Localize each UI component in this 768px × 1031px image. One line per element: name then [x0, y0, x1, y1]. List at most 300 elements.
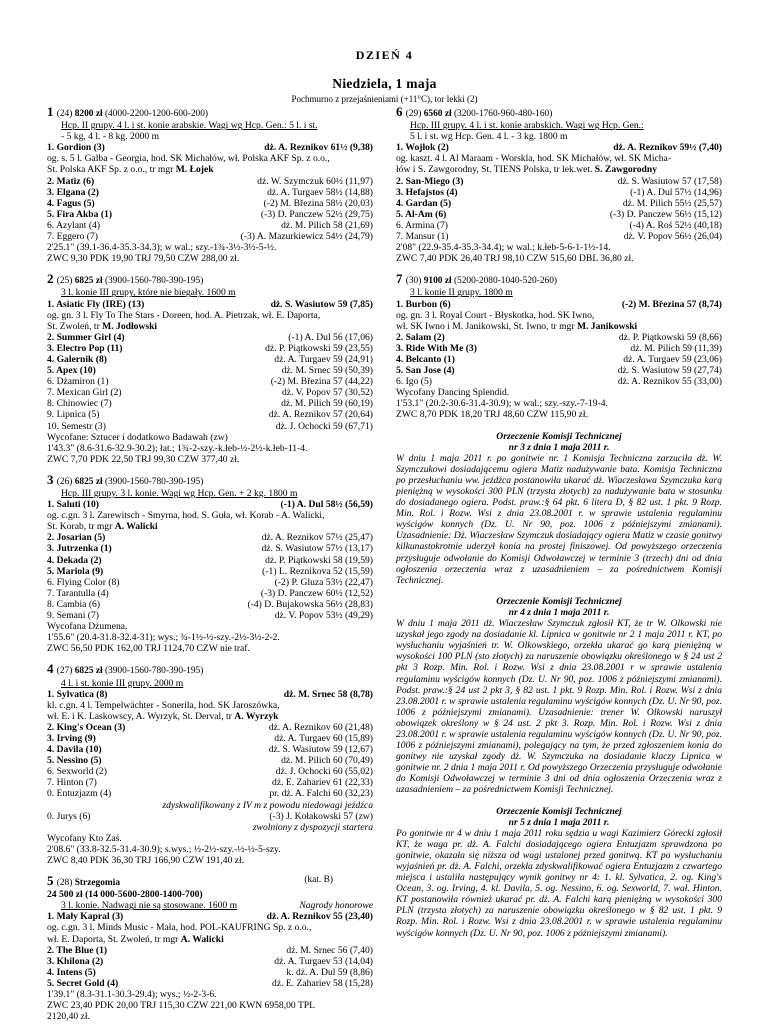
- horse-name: 7. Hinton (7): [47, 777, 97, 789]
- jockey-weight-odds: dż. A. Reznikov 61½ (9,38): [264, 142, 373, 154]
- horse-name: 6. Dżamiron (1): [47, 376, 109, 388]
- result-line: [47, 198, 373, 209]
- jockey-weight-odds: dż. M. Pilich 58 (21,69): [281, 219, 373, 231]
- commission-decision: [396, 431, 722, 586]
- result-line: [396, 198, 722, 209]
- horse-name: 8. Chinowiec (7): [47, 398, 112, 410]
- owner-text: wł. SK Iwno i M. Janikowski, St. Iwno, tr mgr: [396, 320, 577, 332]
- weather-line: Pochmurno z przejaśnieniami (+11°C), tor lekki (2): [291, 94, 478, 104]
- jockey-weight-odds: dż. A. Reznikov 57½ (25,47): [261, 532, 373, 544]
- horse-name: 4. Dekada (2): [47, 554, 102, 566]
- horse-name: 1'43.3" (8.6-31.6-32.9-30.2); łat.; 1¾-2-szy.-k.łeb-½-2½-k.łeb-11-4.: [47, 442, 308, 454]
- horse-name: 5. Nessino (5): [47, 755, 102, 767]
- race-title: [47, 663, 373, 677]
- horse-name: 4. Belcanto (1): [396, 353, 455, 365]
- result-line: [47, 566, 373, 577]
- jockey-weight-odds: dż. A. Turgaev 53 (14,04): [274, 955, 373, 967]
- horse-name: 4. Davila (10): [47, 744, 102, 756]
- horse-name: og. c.gn. 3 l. Minds Music - Mała, hod. POL-KAUFRING Sp. z o.o.,: [47, 922, 312, 934]
- race-block: [47, 106, 373, 264]
- result-line: [396, 365, 722, 376]
- horse-name: 7. Eggero (7): [47, 231, 98, 243]
- jockey-weight-odds: dż. A. Reznikov 57 (20,64): [268, 409, 373, 421]
- race-prize: 6825 zł: [74, 666, 103, 677]
- horse-name: 0. Entuzjazm (4): [47, 788, 112, 800]
- horse-name: 8. Cambia (6): [47, 598, 101, 610]
- race-number: 7: [396, 271, 406, 287]
- result-line: [47, 499, 373, 510]
- race-prize: Strzegomia: [74, 878, 121, 889]
- result-line: [47, 610, 373, 621]
- jockey-weight-odds: dż. P. Piątkowski 59 (8,66): [618, 331, 722, 343]
- horse-name: 2. Matiz (6): [47, 175, 95, 187]
- result-line: [47, 855, 373, 866]
- race-index: (30): [405, 276, 424, 287]
- result-line: [47, 299, 373, 310]
- horse-name: 5. Mariola (9): [47, 565, 104, 577]
- result-line: [47, 398, 373, 409]
- result-line: [47, 421, 373, 432]
- jockey-weight-odds: dż. M. Srnec 59 (50,39): [281, 365, 373, 377]
- result-line: [47, 777, 373, 788]
- horse-name: 9. Lipnica (5): [47, 409, 100, 421]
- horse-name: 1. Gordion (3): [47, 142, 105, 154]
- jockey-weight-odds: (-1) A. Dul 58½ (56,59): [280, 499, 373, 511]
- race-conditions: 4 l. i st. konie III grupy. 2000 m: [61, 677, 184, 689]
- result-line: [396, 242, 722, 253]
- horse-name: og. c.gn. 3 l. Zarewitsch - Smyrna, hod. S. Guła, wł. Korab - A. Walicki,: [47, 510, 325, 522]
- horse-name: 3. Elgana (2): [47, 186, 99, 198]
- horse-name: 3. Jutrzenka (1): [47, 543, 112, 555]
- result-line: [396, 343, 722, 354]
- owner-text: St. Korab, tr mgr: [47, 521, 115, 533]
- race-category: (kat. B): [304, 875, 333, 886]
- jockey-weight-odds: (-3) D. Panczew 52½ (29,75): [260, 208, 373, 220]
- result-line: [396, 231, 722, 242]
- horse-name: ZWC 7,40 PDK 26,40 TRJ 98,10 CZW 515,60 DBL 36,80 zł.: [396, 253, 634, 265]
- result-line: [396, 409, 722, 420]
- jockey-weight-odds: (-1) A. Dul 57½ (14,96): [630, 186, 722, 198]
- jockey-weight-odds: k. dż. A. Dul 59 (8,86): [286, 966, 373, 978]
- jockey-weight-odds: zdyskwalifikowany z IV m z powodu niedowagi jeźdźca: [162, 799, 373, 811]
- race-honorary: Nagrody honorowe: [299, 900, 373, 912]
- jockey-weight-odds: dż. M. Srnec 56 (7,40): [286, 944, 373, 956]
- result-line: [47, 365, 373, 376]
- race-block: [47, 875, 373, 1022]
- jockey-weight-odds: dż. J. Ochocki 59 (67,71): [275, 420, 373, 432]
- race-prize-split: (3200-1760-960-480-160): [451, 109, 553, 119]
- horse-name: 3. Irving (9): [47, 732, 96, 744]
- jockey-weight-odds: (-2) M. Březina 57 (8,74): [621, 298, 722, 310]
- jockey-weight-odds: dż. A. Turgaev 59 (24,91): [274, 353, 373, 365]
- result-line: [47, 956, 373, 967]
- race-conditions: 3 l. konie III grupy, które nie biegały. 1600 m: [61, 287, 236, 299]
- result-line: [396, 253, 722, 264]
- jockey-weight-odds: dż. M. Srnec 58 (8,78): [283, 688, 373, 700]
- result-line: [396, 142, 722, 153]
- race-block: [47, 273, 373, 465]
- result-line: [47, 443, 373, 454]
- race-number: 6: [396, 104, 406, 119]
- result-line: [396, 187, 722, 198]
- horse-name: ZWC 23,40 PDK 20,00 TRJ 115,30 CZW 221,00 KWN 6958,00 TPL: [47, 1000, 316, 1012]
- horse-name: 1. Mały Kapral (3): [47, 911, 124, 923]
- jockey-weight-odds: (-2) M. Březina 58½ (20,03): [263, 197, 373, 209]
- horse-name: 5. San Jose (4): [396, 365, 455, 377]
- horse-name: 10. Semestr (3): [47, 420, 106, 432]
- result-line: [47, 176, 373, 187]
- result-line: [47, 922, 373, 933]
- horse-name: 1. Burbon (6): [396, 298, 451, 310]
- result-line: [47, 387, 373, 398]
- jockey-weight-odds: zwolniony z dyspozycji startera: [252, 821, 373, 833]
- horse-name: og. s. 5 l. Galba - Georgia, hod. SK Michałów, wł. Polska AKF Sp. z o.o.,: [47, 153, 330, 165]
- jockey-weight-odds: dż. P. Piątkowski 58 (19,59): [265, 554, 373, 566]
- race-conditions: 5 l. i st. wg Hcp. Gen. 4 l. - 3 kg. 1800 m: [410, 131, 568, 143]
- result-line: [47, 454, 373, 465]
- horse-name: 2. King's Ocean (3): [47, 721, 126, 733]
- jockey-weight-odds: (-3) A. Mazurkiewicz 54½ (24,79): [240, 231, 373, 243]
- jockey-weight-odds: dż. A. Turgaev 60 (15,89): [274, 732, 373, 744]
- decision-number: nr 4 z dnia 1 maja 2011 r.: [508, 606, 610, 618]
- jockey-weight-odds: (-4) A. Roś 52½ (40,18): [629, 219, 722, 231]
- result-line: [396, 398, 722, 409]
- race-prize: 6825 zł: [74, 276, 103, 287]
- trainer-name: S. Zawgorodny: [594, 164, 657, 176]
- result-line: [47, 153, 373, 164]
- race-conditions: Hcp. III grupy. 4 l. i st. konie arabskich. Wagi wg Hcp. Gen.:: [410, 120, 644, 132]
- race-prize: 6825 zł: [74, 476, 103, 487]
- trainer-name: M. Janikowski: [576, 320, 638, 332]
- result-line: [47, 733, 373, 744]
- jockey-weight-odds: dż. M. Pilich 55½ (25,57): [622, 197, 722, 209]
- race-block: [47, 471, 373, 655]
- jockey-weight-odds: dż. A. Turgaev 58½ (14,88): [267, 186, 373, 198]
- horse-name: 5. Secret Gold (4): [47, 977, 119, 989]
- horse-name: 1. Sylvatica (8): [47, 688, 108, 700]
- jockey-weight-odds: dż. A. Reznikov 60 (21,48): [268, 721, 373, 733]
- race-block: [396, 106, 722, 264]
- result-line: [47, 822, 373, 833]
- horse-name: og. gn. 3 l. Fly To The Stars - Doreen, hod. A. Pietrzak, wł. E. Daporta,: [47, 309, 321, 321]
- race-conditions: - 5 kg, 4 l. - 8 kg. 2000 m: [61, 131, 160, 143]
- result-line: [47, 911, 373, 922]
- race-conditions: Hcp. II grupy. 4 l. i st. konie arabskie. Wagi wg Hcp. Gen.: 5 l. i st.: [61, 120, 318, 132]
- race-conditions: 3 l. konie II grupy. 1800 m: [410, 287, 513, 299]
- horse-name: ZWC 56,50 PDK 162,00 TRJ 1124,70 CZW nie traf.: [47, 643, 250, 655]
- race-title: [47, 273, 373, 287]
- trainer-name: M. Jodłowski: [102, 320, 158, 332]
- horse-name: ZWC 9,30 PDK 19,90 TRJ 79,50 CZW 288,00 zł.: [47, 253, 240, 265]
- decision-text: W dniu 1 maja 2011 dż. Wiaczesław Szymczuk zgłosił KT, że tr W. Olkowski nie uzyskał jego zgody na dosiadanie kl. Lipnica w gonitwie nr 2 1 maja 2011 r. KT, po wysłuchaniu wyjaśnień tr. W. Olkowskiego, orzekła ukarać go karą pieniężną w wysokości 100 PLN (sto złotych) za naruszenie obowiązku określonego w § 24 ust 2 pkt 3 Rozp. Min. Rol. i Rozw. Wsi z dnia 23.08.2001 r w sprawie ustalenia regulaminu wyścigów konnych (Dz. U. Nr 90, poz. 1006 z późniejszymi zmianami). Podst. praw.:§ 24 ust 2 pkt 3, § 82 ust. 1 pkt. 9 Rozp. Min. Rol. i Rozw. Wsi z dnia 23.08.2001 r. w sprawie ustalenia regulaminu wyścigów konnych (Dz. U. Nr 90, poz. 1006 z późniejszymi zmianami). Uzasadnienie: trener W. Olkowski naruszył obowiązek określony w § 24 ust. 2 pkt 3. Rozp. Min. Rol. i Rozw. Wsi z dnia 23.08.2001 r. w sprawie ustalenia regulaminu wyścigów konnych (Dz. U. Nr 90, poz. 1006 z późniejszymi zmianami), polegający na tym, że przed zgłoszeniem konia do gonitwy nie uzyskał zgody dż. W. Szymczuka na dosiadanie klaczy Lipnica w gonitwie nr. 2 dnia 1 maja 2011 r. Od powyższego Orzeczenia przysługuje odwołanie do Komisji Odwoławczej w terminie 3 dni od dnia ogłoszenia Orzeczenia wraz z uzasadnieniem – za pośrednictwem Komisji Technicznej.: [396, 618, 722, 796]
- owner-text: wł. E. i K. Laskowscy, A. Wyrzyk, St. Derval, tr: [47, 710, 235, 722]
- horse-name: 0. Jurys (6): [47, 810, 91, 822]
- result-line: [47, 934, 373, 945]
- result-line: [47, 321, 373, 332]
- jockey-weight-odds: dż. J. Ochocki 60 (55,02): [275, 766, 373, 778]
- race-title: [47, 875, 373, 889]
- result-line: [396, 354, 722, 365]
- horse-name: 3. Khilona (2): [47, 955, 104, 967]
- horse-name: 7. Mexican Girl (2): [47, 387, 122, 399]
- result-line: [47, 1011, 373, 1022]
- result-line: [47, 532, 373, 543]
- race-prize-split: (4000-2200-1200-600-200): [102, 109, 209, 119]
- race-number: 4: [47, 661, 57, 677]
- race-prize: 9100 zł: [423, 276, 452, 287]
- result-line: [47, 521, 373, 532]
- jockey-weight-odds: (-3) J. Kołakowski 57 (zw): [269, 810, 373, 822]
- horse-name: Wycofana Dżumena.: [47, 621, 128, 633]
- horse-name: 2'08" (22.9-35.4-35.3-34.4); w wal.; k.łeb-5-6-1-1½-14.: [396, 242, 611, 254]
- result-line: [396, 376, 722, 387]
- result-line: [47, 209, 373, 220]
- horse-name: 6. Sexworld (2): [47, 766, 107, 778]
- commission-decision: [396, 806, 722, 939]
- race-prize-split: (3900-1560-780-390-195): [102, 666, 204, 677]
- result-line: [47, 599, 373, 610]
- horse-name: ZWC 7,70 PDK 22,50 TRJ 99,30 CZW 377,40 zł.: [47, 453, 240, 465]
- horse-name: 1'53.1" (20.2-30.6-31.4-30.9); w wal.; szy.-szy.-7-19-4.: [396, 398, 608, 410]
- horse-name: 2. Josarian (5): [47, 532, 106, 544]
- day-title: DZIEŃ 4: [355, 48, 414, 62]
- jockey-weight-odds: (-4) D. Bujakowska 56½ (28,83): [247, 598, 373, 610]
- horse-name: 3. Hefajstos (4): [396, 186, 458, 198]
- jockey-weight-odds: dż. E. Zahariev 58 (15,28): [272, 977, 373, 989]
- horse-name: 1. Wojłok (2): [396, 142, 449, 154]
- jockey-weight-odds: (-3) D. Panczew 56½ (15,12): [609, 208, 722, 220]
- jockey-weight-odds: dż. A. Reznikov 59½ (7,40): [613, 142, 722, 154]
- horse-name: 1. Saluti (10): [47, 499, 99, 511]
- jockey-weight-odds: dż. V. Popov 53½ (49,29): [274, 610, 373, 622]
- result-line: [47, 643, 373, 654]
- result-line: [47, 811, 373, 822]
- horse-name: Wycofany Kto Zaś.: [47, 832, 122, 844]
- horse-name: ZWC 8,70 PDK 18,20 TRJ 48,60 CZW 115,90 zł.: [396, 409, 588, 421]
- horse-name: ZWC 8,40 PDK 36,30 TRJ 166,90 CZW 191,40 zł.: [47, 855, 245, 866]
- horse-name: 4. Galernik (8): [47, 353, 107, 365]
- result-line: [47, 700, 373, 711]
- decision-text: Po gonitwie nr 4 w dniu 1 maja 2011 roku sędzia u wagi Kazimierz Górecki zgłosił KT, że waga pr. dż. A. Falchi dosiadającego ogiera Entuzjazm sprawdzona po gonitwie, okazała się niższa od wagi ustalonej przed gonitwą. KT po wysłuchaniu wyjaśnień pr. dż. A. Falchi, orzekła zdyskwalifikować ogiera Entuzjazm z czwartego miejsca i ustaliła następujący wynik gonitwy nr 4: 1. kl. Sylvatica, 2. og. King's Ocean, 3. og. Irving, 4. kl. Davila, 5. og. Nessino, 6. og. Sexworld, 7. wał. Hinton. KT postanowiła również ukarać pr. dż. A. Falchi karą pieniężną w wysokości 300 PLN (trzysta złotych) za naruszenie obowiązku określonego w § 82 ust. 1 pkt. 9 Rozp. Min. Rol. i Rozw. Wsi z dnia 23.08.2001 r. w sprawie ustalenia regulaminu wyścigów konnych (Dz. U. Nr 90, poz. 1006 z późniejszymi zmianami).: [396, 827, 722, 939]
- decision-title: Orzeczenie Komisji Technicznej: [496, 805, 622, 817]
- result-line: [47, 1000, 373, 1011]
- jockey-weight-odds: dż. M. Pilich 59 (11,39): [630, 342, 722, 354]
- result-line: [47, 310, 373, 321]
- result-line: [47, 689, 373, 700]
- date-heading: Niedziela, 1 maja: [332, 76, 437, 91]
- horse-name: 2. San-Miego (3): [396, 175, 464, 187]
- race-title: [396, 273, 722, 287]
- owner-text: wł. E. Daporta, St. Zwoleń, tr mgr: [47, 933, 181, 945]
- horse-name: 7. Tarantulla (4): [47, 587, 109, 599]
- race-index: (28): [56, 878, 75, 889]
- result-line: [47, 722, 373, 733]
- trainer-name: A. Wyrzyk: [234, 710, 279, 722]
- result-line: [47, 164, 373, 175]
- results-page: [47, 38, 722, 1023]
- result-line: [396, 176, 722, 187]
- race-index: (24): [56, 109, 75, 119]
- owner-text: łów i S. Zawgorodny, St. TIENS Polska, tr lek.wet.: [396, 164, 595, 176]
- left-column: [47, 106, 373, 1031]
- horse-name: 2'25.1" (39.1-36.4-35.3-34.3); w wal.; szy.-1¾-3½-3½-5-½.: [47, 242, 277, 254]
- result-line: [47, 632, 373, 643]
- horse-name: 5. Fira Akba (1): [47, 208, 113, 220]
- decision-title: Orzeczenie Komisji Technicznej: [496, 595, 622, 607]
- result-line: [47, 510, 373, 521]
- horse-name: 1'55.6" (20.4-31.8-32.4-31); wys.; ¾-1½-½-szy.-2½-3½-2-2.: [47, 632, 280, 644]
- race-conditions: Hcp. III grupy. 3 l. konie. Wagi wg Hcp. Gen. + 2 kg. 1800 m: [61, 488, 298, 499]
- result-line: [396, 332, 722, 343]
- result-line: [47, 253, 373, 264]
- horse-name: 6. Igo (5): [396, 376, 432, 388]
- race-index: (26): [56, 476, 75, 487]
- horse-name: kl. c.gn. 4 l. Tempelwächter - Sonerila, hod. SK Jaroszówka,: [47, 699, 280, 711]
- result-line: [47, 755, 373, 766]
- result-line: [47, 788, 373, 799]
- race-index: (27): [56, 666, 75, 677]
- race-prize-split: (3900-1560-780-390-195): [102, 476, 204, 487]
- race-title: [396, 106, 722, 120]
- race-prize-split: (5200-2080-1040-520-260): [451, 276, 558, 287]
- result-line: [47, 833, 373, 844]
- jockey-weight-odds: dż. M. Pilich 60 (70,49): [281, 755, 373, 767]
- horse-name: 6. Flying Color (8): [47, 576, 120, 588]
- horse-name: 5. Apex (10): [47, 365, 96, 377]
- jockey-weight-odds: (-1) A. Dul 56 (17,06): [288, 331, 373, 343]
- decision-title: Orzeczenie Komisji Technicznej: [496, 430, 622, 442]
- jockey-weight-odds: dż. V. Popov 57 (30,52): [281, 387, 373, 399]
- trainer-name: A. Walicki: [180, 933, 224, 945]
- race-prize: 8200 zł: [74, 109, 103, 119]
- result-line: [47, 142, 373, 153]
- jockey-weight-odds: pr. dż. A. Falchi 60 (32,23): [269, 788, 373, 800]
- horse-name: 3. Electro Pop (11): [47, 342, 123, 354]
- right-column: [396, 106, 722, 939]
- result-line: [396, 310, 722, 321]
- result-line: [47, 844, 373, 855]
- horse-name: 2'08.6" (33.8-32.5-31.4-30.9); s.wys.; ½-2½-szy.-½-½-5-szy.: [47, 843, 281, 855]
- result-line: [47, 220, 373, 231]
- horse-name: Wycofany Dancing Splendid.: [396, 387, 510, 399]
- trainer-name: M. Łojek: [175, 164, 214, 176]
- decision-number: nr 3 z dnia 1 maja 2011 r.: [508, 441, 610, 453]
- race-conditions: 3 l. konie. Nadwagi nie są stosowane. 1600 m Nagrody honorowe: [61, 900, 373, 912]
- horse-name: 2120,40 zł.: [47, 1011, 90, 1023]
- horse-name: 6. Armina (7): [396, 219, 448, 231]
- race-prize-line: 24 500 zł (14 000-5600-2800-1400-700): [47, 889, 203, 901]
- result-line: [47, 231, 373, 242]
- jockey-weight-odds: (-3) D. Panczew 60½ (12,52): [260, 587, 373, 599]
- decision-text: W dniu 1 maja 2011 r. po gonitwie nr. 1 Komisja Techniczna zarzuciła dż. W. Szymczukowi dosiadającemu ogiera Matiz nadużywanie bata. Komisja Techniczna po przesłuchaniu ww. jeźdźca postanowiła ukarać dż. Wiaczesława Szymczuka karą pieniężną w wysokości 300 PLN (trzysta złotych) za nadużywanie bata w stosunku do dosiadanego ogiera. Podst. praw.:§ 64 pkt. 6 litera D, § 82 ust. 1 pkt. 9 Rozp. Min. Rol. i Rozw. Wsi z dnia 23.08.2001 r. w sprawie ustalenia regulaminu wyścigów konnych (Dz. U. Nr 90, poz. 1006 z późniejszymi zmianami). Uzasadnienie: Dż. Wiaczesław Szymczuk dosiadający ogiera Matiz w czasie gonitwy kilkunastokrotnie uderzył konia na prostej finiszowej. Od powyższego orzeczenia przysługuje odwołanie do Komisji Odwoławczej w terminie 3 (trzech) dni od dnia ogłoszenia orzeczenia wraz z uzasadnieniem – za pośrednictwem Komisji Technicznej.: [396, 452, 722, 586]
- result-line: [396, 153, 722, 164]
- jockey-weight-odds: dż. A. Turgaev 59 (23,06): [623, 353, 722, 365]
- horse-name: 5. Al-Am (6): [396, 208, 447, 220]
- race-prize-split: (3900-1560-780-390-195): [102, 276, 204, 287]
- horse-name: 2. Salam (2): [396, 331, 445, 343]
- horse-name: 1. Asiatic Fly (IRE) (13): [47, 298, 145, 310]
- result-line: [47, 432, 373, 443]
- result-line: [47, 332, 373, 343]
- result-line: [47, 588, 373, 599]
- horse-name: 4. Intens (5): [47, 966, 96, 978]
- result-line: [47, 744, 373, 755]
- horse-name: Wycofane: Sztucer i dodatkowo Badawah (zw): [47, 431, 228, 443]
- jockey-weight-odds: (-2) M. Březina 57 (44,22): [270, 376, 373, 388]
- result-line: [47, 766, 373, 777]
- result-line: [396, 321, 722, 332]
- jockey-weight-odds: (-2) P. Gluza 53½ (22,47): [274, 576, 373, 588]
- horse-name: 3. Ride With Me (3): [396, 342, 477, 354]
- result-line: [396, 164, 722, 175]
- jockey-weight-odds: dż. V. Popov 56½ (26,04): [623, 231, 722, 243]
- race-prize: 6560 zł: [423, 109, 452, 119]
- result-line: [47, 409, 373, 420]
- trainer-name: A. Walicki: [114, 521, 158, 533]
- result-line: [47, 187, 373, 198]
- race-number: 1: [47, 104, 57, 119]
- race-number: 2: [47, 271, 57, 287]
- horse-name: 2. Summer Girl (4): [47, 331, 125, 343]
- jockey-weight-odds: (-1) L. Reznikova 52 (15,59): [262, 565, 373, 577]
- result-line: [47, 945, 373, 956]
- result-line: [47, 543, 373, 554]
- race-block: [47, 663, 373, 866]
- result-line: [396, 209, 722, 220]
- race-title: [47, 106, 373, 120]
- horse-name: 7. Mansur (1): [396, 231, 449, 243]
- result-line: [47, 555, 373, 566]
- horse-name: 4. Gardan (5): [396, 197, 452, 209]
- jockey-weight-odds: dż. S. Wasiutow 59 (7,85): [270, 298, 373, 310]
- result-line: [47, 577, 373, 588]
- race-number: 5: [47, 873, 57, 889]
- owner-text: St. Zwoleń, tr: [47, 320, 103, 332]
- owner-text: St. Polska AKF Sp. z o.o., tr mgr: [47, 164, 176, 176]
- horse-name: 6. Azylant (4): [47, 219, 101, 231]
- jockey-weight-odds: dż. A. Reznikov 55 (33,00): [617, 376, 722, 388]
- jockey-weight-odds: dż. A. Reznikov 55 (23,40): [266, 911, 373, 923]
- jockey-weight-odds: dż. M. Pilich 59 (60,19): [281, 398, 373, 410]
- result-line: [47, 343, 373, 354]
- jockey-weight-odds: dż. E. Zahariev 61 (22,33): [272, 777, 373, 789]
- jockey-weight-odds: dż. P. Piątkowski 59 (23,55): [265, 342, 373, 354]
- horse-name: og. kaszt. 4 l. Al Maraam - Worskla, hod. SK Michałów, wł. SK Micha-: [396, 153, 672, 165]
- horse-name: 9. Semani (7): [47, 610, 99, 622]
- result-line: [47, 376, 373, 387]
- result-line: [47, 989, 373, 1000]
- jockey-weight-odds: dż. S. Wasiutow 57 (17,58): [617, 175, 722, 187]
- horse-name: og. gn. 3 l. Royal Court - Błyskotka, hod. SK Iwno,: [396, 309, 595, 321]
- commission-decision: [396, 596, 722, 796]
- jockey-weight-odds: dż. W. Szymczuk 60½ (11,97): [257, 175, 373, 187]
- result-line: [396, 299, 722, 310]
- result-line: [47, 621, 373, 632]
- result-line: [47, 800, 373, 811]
- horse-name: 1'39.1" (8.3-31.1-30.3-29.4); wys.; ½-2-3-6.: [47, 989, 217, 1001]
- race-title: [47, 471, 373, 488]
- race-number: 3: [47, 471, 57, 487]
- race-block: [396, 273, 722, 420]
- jockey-weight-odds: dż. S. Wasiutow 57½ (13,17): [261, 543, 373, 555]
- result-line: [47, 242, 373, 253]
- race-index: (25): [56, 276, 75, 287]
- result-line: [47, 967, 373, 978]
- race-index: (29): [405, 109, 424, 119]
- result-line: [47, 711, 373, 722]
- result-line: [396, 220, 722, 231]
- result-line: [396, 387, 722, 398]
